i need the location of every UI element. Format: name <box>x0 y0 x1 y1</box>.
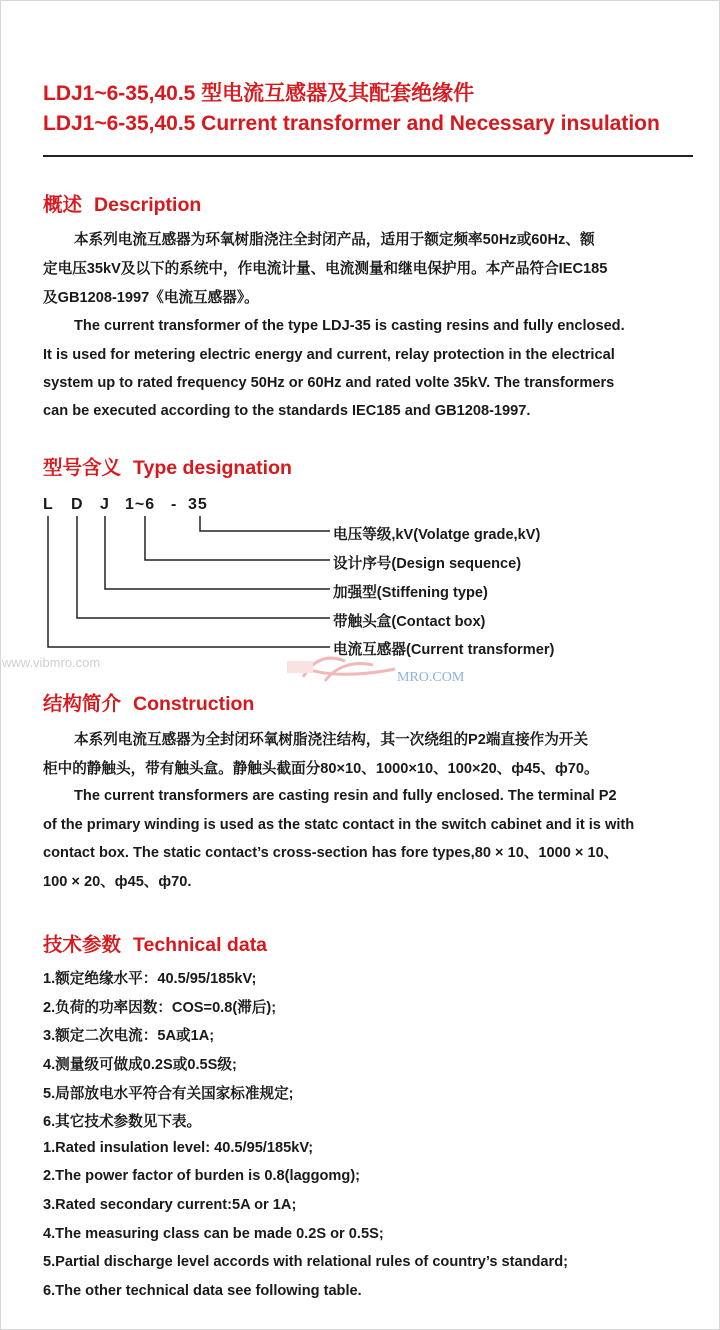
type-code-l: L <box>43 496 54 513</box>
technical-item: 4.The measuring class can be made 0.2S or 0.5S; <box>43 1226 384 1242</box>
technical-item: 6.The other technical data see following table. <box>43 1283 362 1299</box>
type-code-d: D <box>71 496 84 513</box>
construction-heading-en: Construction <box>133 693 255 715</box>
description-en-line-1: The current transformer of the type LDJ-35 is casting resins and fully enclosed. <box>74 318 625 334</box>
type-heading-en: Type designation <box>133 457 292 479</box>
technical-heading-en: Technical data <box>133 934 268 956</box>
technical-item: 1.Rated insulation level: 40.5/95/185kV; <box>43 1140 314 1156</box>
construction-en-line-1: The current transformers are casting resin and fully enclosed. The terminal P2 <box>74 788 617 804</box>
construction-en-line-3: contact box. The static contact’s cross-section has fore types,80 × 10、1000 × 10、 <box>43 845 619 861</box>
construction-heading-cn: 结构简介 <box>43 693 122 715</box>
title-en: LDJ1~6-35,40.5 Current transformer and Necessary insulation <box>43 112 660 135</box>
description-cn-line-2: 定电压35kV及以下的系统中，作电流计量、电流测量和继电保护用。本产品符合IEC185 <box>43 261 608 277</box>
technical-item: 1.额定绝缘水平：40.5/95/185kV; <box>43 971 257 987</box>
leader-sequence <box>145 516 330 560</box>
title-cn: LDJ1~6-35,40.5 型电流互感器及其配套绝缘件 <box>43 82 475 105</box>
leader-voltage <box>200 516 330 531</box>
technical-item: 3.额定二次电流：5A或1A; <box>43 1028 215 1044</box>
type-code-dash: - <box>171 496 178 513</box>
technical-item: 5.Partial discharge level accords with relational rules of country’s standard; <box>43 1254 569 1270</box>
type-code-j: J <box>100 496 110 513</box>
legend-contact-box: 带触头盒(Contact box) <box>333 614 486 630</box>
construction-en-line-4: 100 × 20、ф45、ф70. <box>43 874 192 890</box>
technical-heading <box>43 929 267 957</box>
technical-item: 6.其它技术参数见下表。 <box>43 1114 202 1130</box>
construction-heading <box>43 688 254 716</box>
construction-en-line-2: of the primary winding is used as the statc contact in the switch cabinet and it is with <box>43 817 635 833</box>
description-cn-line-3: 及GB1208-1997《电流互感器》。 <box>43 290 259 306</box>
leader-stiffening <box>105 516 330 589</box>
watermark-logo-text: MRO.COM <box>397 670 465 685</box>
description-cn-line-1: 本系列电流互感器为环氧树脂浇注全封闭产品，适用于额定频率50Hz或60Hz、额 <box>74 232 595 248</box>
watermark-url: www.vibmro.com <box>2 655 101 670</box>
construction-cn-line-2: 柜中的静触头，带有触头盒。静触头截面分80×10、1000×10、100×20、ф45、ф70。 <box>43 761 599 777</box>
legend-current-transformer: 电流互感器(Current transformer) <box>333 642 555 658</box>
description-heading-en: Description <box>94 194 202 216</box>
legend-sequence: 设计序号(Design sequence) <box>333 556 522 572</box>
description-en-line-2: It is used for metering electric energy and current, relay protection in the electrical <box>43 347 615 363</box>
technical-item: 2.负荷的功率因数：COS=0.8(滞后); <box>43 1000 277 1016</box>
technical-item: 2.The power factor of burden is 0.8(laggomg); <box>43 1168 361 1184</box>
type-code-sequence: 1~6 <box>125 496 156 513</box>
description-heading-cn: 概述 <box>43 194 83 216</box>
legend-voltage: 电压等级,kV(Volatge grade,kV) <box>333 527 541 543</box>
technical-item: 5.局部放电水平符合有关国家标准规定; <box>43 1086 294 1102</box>
construction-cn-line-1: 本系列电流互感器为全封闭环氧树脂浇注结构，其一次绕组的P2端直接作为开关 <box>74 732 589 748</box>
technical-item: 3.Rated secondary current:5A or 1A; <box>43 1197 297 1213</box>
technical-heading-cn: 技术参数 <box>43 934 122 956</box>
description-en-line-3: system up to rated frequency 50Hz or 60Hz and rated volte 35kV. The transformers <box>43 375 615 391</box>
type-code-voltage: 35 <box>188 496 208 513</box>
technical-item: 4.测量级可做成0.2S或0.5S级; <box>43 1057 237 1073</box>
description-en-line-4: can be executed according to the standards IEC185 and GB1208-1997. <box>43 403 531 419</box>
legend-stiffening: 加强型(Stiffening type) <box>333 585 488 601</box>
type-heading-cn: 型号含义 <box>43 457 122 479</box>
leader-current-transformer <box>48 516 330 647</box>
